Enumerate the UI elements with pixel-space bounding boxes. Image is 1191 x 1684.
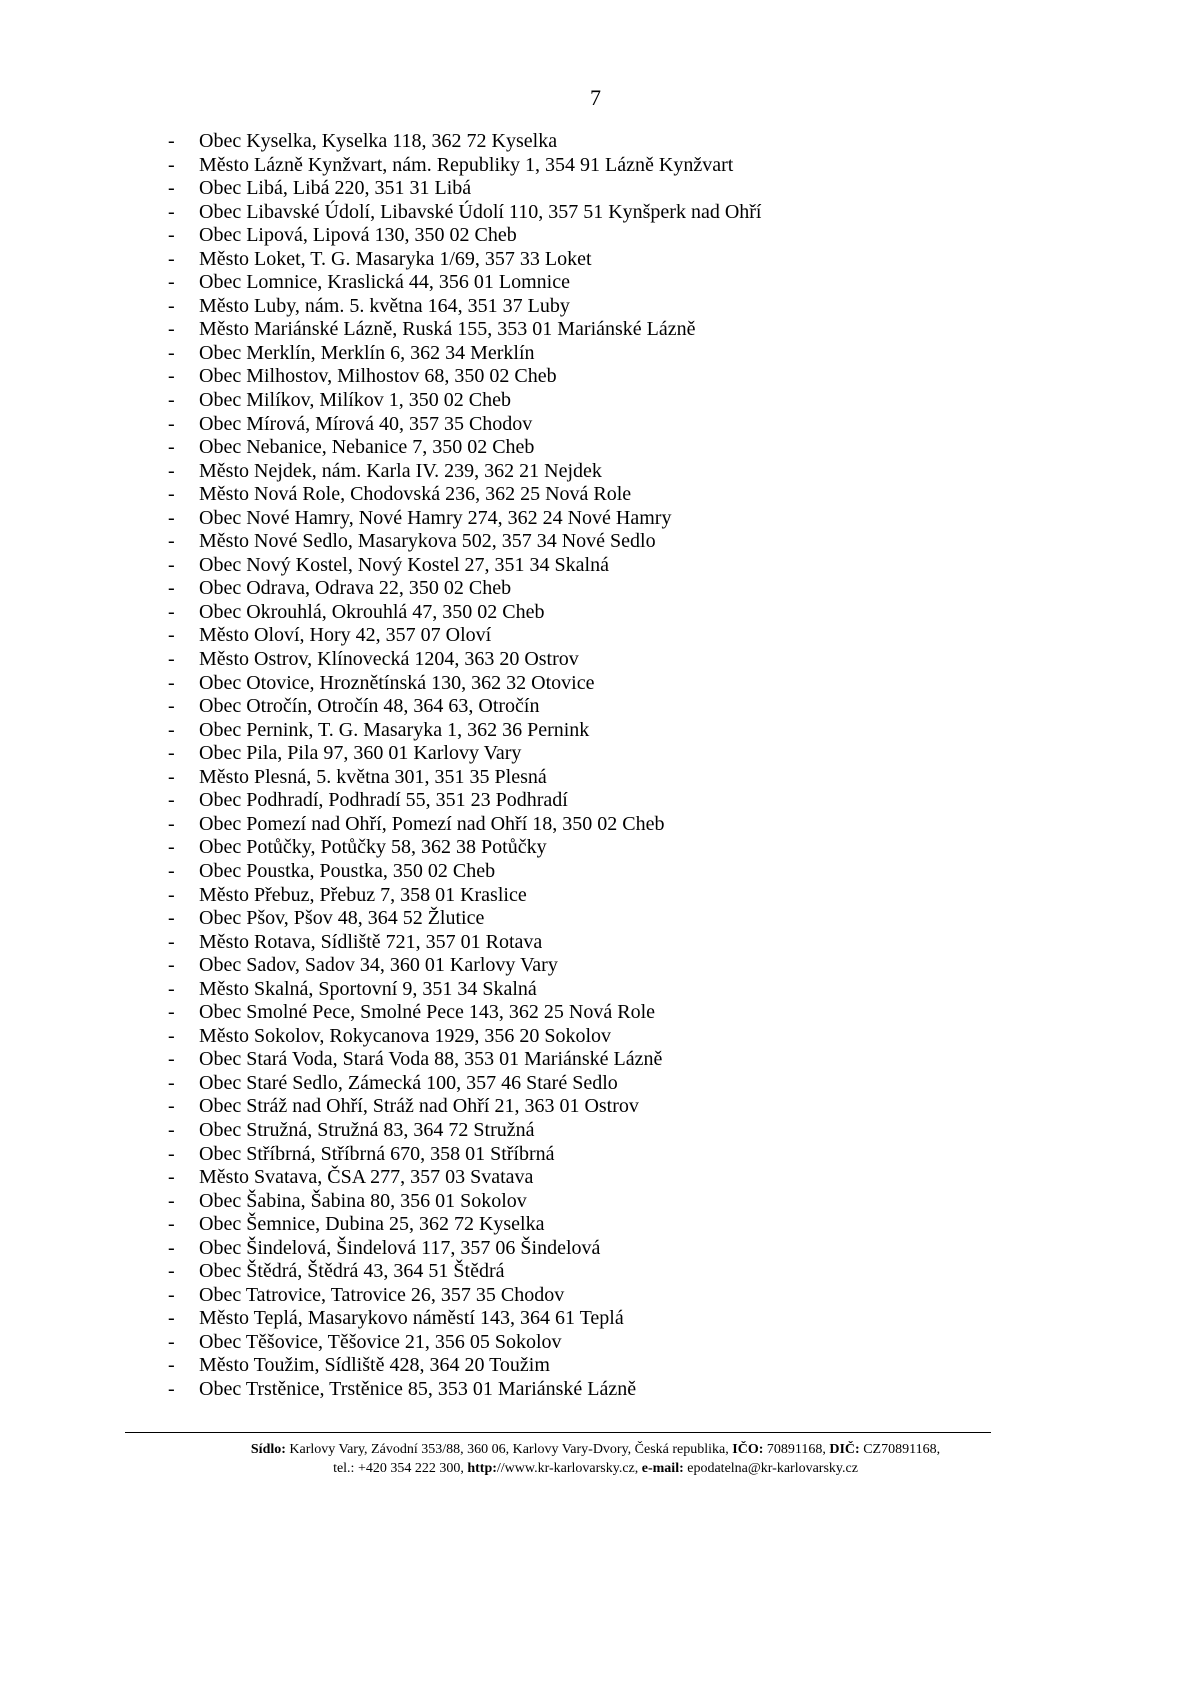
list-item-text: Obec Sadov, Sadov 34, 360 01 Karlovy Vary <box>199 954 558 977</box>
list-bullet: - <box>168 389 175 412</box>
list-item-text: Obec Stříbrná, Stříbrná 670, 358 01 Stříbrná <box>199 1142 555 1165</box>
list-bullet: - <box>168 930 175 953</box>
list-bullet: - <box>168 742 175 765</box>
list-item <box>160 1378 1060 1402</box>
list-bullet: - <box>168 624 175 647</box>
list-bullet: - <box>168 883 175 906</box>
list-bullet: - <box>168 341 175 364</box>
list-item-text: Město Teplá, Masarykovo náměstí 143, 364 61 Teplá <box>199 1307 624 1330</box>
list-item-text: Obec Merklín, Merklín 6, 362 34 Merklín <box>199 341 535 364</box>
list-item <box>160 271 1060 295</box>
list-item <box>160 1190 1060 1214</box>
list-item <box>160 648 1060 672</box>
footer-divider <box>125 1432 991 1433</box>
list-item-text: Obec Těšovice, Těšovice 21, 356 05 Sokolov <box>199 1330 562 1353</box>
list-item <box>160 365 1060 389</box>
list-item <box>160 154 1060 178</box>
list-item-text: Město Rotava, Sídliště 721, 357 01 Rotava <box>199 930 543 953</box>
list-item <box>160 1072 1060 1096</box>
list-item-text: Obec Milhostov, Milhostov 68, 350 02 Cheb <box>199 365 557 388</box>
list-item <box>160 1048 1060 1072</box>
list-item <box>160 1001 1060 1025</box>
list-bullet: - <box>168 318 175 341</box>
list-bullet: - <box>168 153 175 176</box>
list-bullet: - <box>168 1095 175 1118</box>
list-item-text: Obec Pernink, T. G. Masaryka 1, 362 36 Pernink <box>199 718 590 741</box>
list-item <box>160 483 1060 507</box>
list-bullet: - <box>168 954 175 977</box>
list-item-text: Obec Stará Voda, Stará Voda 88, 353 01 Mariánské Lázně <box>199 1048 663 1071</box>
list-item-text: Město Nejdek, nám. Karla IV. 239, 362 21 Nejdek <box>199 459 602 482</box>
list-bullet: - <box>168 1048 175 1071</box>
list-item-text: Obec Smolné Pece, Smolné Pece 143, 362 25 Nová Role <box>199 1001 656 1024</box>
dic-value: CZ70891168, <box>859 1442 941 1457</box>
list-item <box>160 1284 1060 1308</box>
list-item <box>160 789 1060 813</box>
list-item-text: Město Nové Sedlo, Masarykova 502, 357 34 Nové Sedlo <box>199 530 656 553</box>
list-item <box>160 813 1060 837</box>
list-item-text: Město Lázně Kynžvart, nám. Republiky 1, 354 91 Lázně Kynžvart <box>199 153 734 176</box>
list-item <box>160 530 1060 554</box>
list-item <box>160 413 1060 437</box>
footer <box>0 1440 1191 1478</box>
list-bullet: - <box>168 506 175 529</box>
list-item-text: Obec Pila, Pila 97, 360 01 Karlovy Vary <box>199 742 522 765</box>
list-item-text: Obec Lipová, Lipová 130, 350 02 Cheb <box>199 224 517 247</box>
list-item <box>160 624 1060 648</box>
list-item <box>160 1307 1060 1331</box>
list-item <box>160 295 1060 319</box>
list-bullet: - <box>168 1260 175 1283</box>
list-item <box>160 954 1060 978</box>
list-item <box>160 436 1060 460</box>
list-item-text: Město Nová Role, Chodovská 236, 362 25 Nová Role <box>199 483 632 506</box>
list-bullet: - <box>168 1213 175 1236</box>
list-item-text: Obec Nový Kostel, Nový Kostel 27, 351 34 Skalná <box>199 553 609 576</box>
list-bullet: - <box>168 1236 175 1259</box>
list-item <box>160 978 1060 1002</box>
ico-label: IČO: <box>732 1442 764 1457</box>
list-item-text: Obec Pomezí nad Ohří, Pomezí nad Ohří 18, 350 02 Cheb <box>199 812 665 835</box>
list-bullet: - <box>168 271 175 294</box>
list-bullet: - <box>168 789 175 812</box>
list-item-text: Město Luby, nám. 5. května 164, 351 37 Luby <box>199 294 570 317</box>
list-bullet: - <box>168 648 175 671</box>
dic-label: DIČ: <box>829 1442 860 1457</box>
list-item <box>160 742 1060 766</box>
list-item-text: Město Mariánské Lázně, Ruská 155, 353 01 Mariánské Lázně <box>199 318 696 341</box>
list-item-text: Město Loket, T. G. Masaryka 1/69, 357 33 Loket <box>199 247 592 270</box>
list-item-text: Obec Nové Hamry, Nové Hamry 274, 362 24 Nové Hamry <box>199 506 672 529</box>
list-bullet: - <box>168 1307 175 1330</box>
list-item-text: Obec Šabina, Šabina 80, 356 01 Sokolov <box>199 1189 527 1212</box>
web-value: //www.kr-karlovarsky.cz, <box>496 1461 642 1476</box>
list-bullet: - <box>168 130 175 152</box>
list-bullet: - <box>168 247 175 270</box>
list-item-text: Obec Otročín, Otročín 48, 364 63, Otročín <box>199 695 540 718</box>
list-bullet: - <box>168 224 175 247</box>
list-bullet: - <box>168 530 175 553</box>
list-item <box>160 177 1060 201</box>
list-item-text: Obec Lomnice, Kraslická 44, 356 01 Lomnice <box>199 271 570 294</box>
list-bullet: - <box>168 553 175 576</box>
list-bullet: - <box>168 1071 175 1094</box>
list-item <box>160 460 1060 484</box>
list-item <box>160 1025 1060 1049</box>
list-bullet: - <box>168 765 175 788</box>
list-item <box>160 130 1060 154</box>
list-item <box>160 1260 1060 1284</box>
list-item-text: Obec Libá, Libá 220, 351 31 Libá <box>199 177 472 200</box>
list-item <box>160 884 1060 908</box>
list-item <box>160 389 1060 413</box>
list-item-text: Obec Potůčky, Potůčky 58, 362 38 Potůčky <box>199 836 547 859</box>
list-item <box>160 860 1060 884</box>
list-item-text: Obec Štědrá, Štědrá 43, 364 51 Štědrá <box>199 1260 505 1283</box>
list-bullet: - <box>168 977 175 1000</box>
list-item-text: Obec Šindelová, Šindelová 117, 357 06 Šindelová <box>199 1236 601 1259</box>
list-item <box>160 1331 1060 1355</box>
list-item-text: Obec Okrouhlá, Okrouhlá 47, 350 02 Cheb <box>199 600 545 623</box>
list-item <box>160 931 1060 955</box>
list-item <box>160 836 1060 860</box>
list-bullet: - <box>168 365 175 388</box>
list-item <box>160 1354 1060 1378</box>
web-label: http: <box>467 1461 497 1476</box>
email-label: e-mail: <box>641 1461 684 1476</box>
list-bullet: - <box>168 436 175 459</box>
list-item-text: Obec Stružná, Stružná 83, 364 72 Stružná <box>199 1118 535 1141</box>
list-item <box>160 318 1060 342</box>
list-bullet: - <box>168 600 175 623</box>
footer-line-address <box>0 1440 1191 1459</box>
list-item-text: Obec Pšov, Pšov 48, 364 52 Žlutice <box>199 907 485 930</box>
list-item-text: Obec Šemnice, Dubina 25, 362 72 Kyselka <box>199 1213 545 1236</box>
list-item-text: Obec Mírová, Mírová 40, 357 35 Chodov <box>199 412 533 435</box>
list-item-text: Obec Kyselka, Kyselka 118, 362 72 Kyselka <box>199 130 558 152</box>
list-bullet: - <box>168 671 175 694</box>
list-bullet: - <box>168 907 175 930</box>
list-item <box>160 1143 1060 1167</box>
list-item-text: Město Svatava, ČSA 277, 357 03 Svatava <box>199 1166 534 1189</box>
footer-line-contact <box>0 1459 1191 1478</box>
list-item <box>160 577 1060 601</box>
ico-value: 70891168, <box>763 1442 830 1457</box>
list-item <box>160 248 1060 272</box>
list-bullet: - <box>168 1001 175 1024</box>
list-item-text: Obec Podhradí, Podhradí 55, 351 23 Podhradí <box>199 789 568 812</box>
list-item-text: Obec Poustka, Poustka, 350 02 Cheb <box>199 859 496 882</box>
list-item-text: Město Přebuz, Přebuz 7, 358 01 Kraslice <box>199 883 527 906</box>
list-bullet: - <box>168 1189 175 1212</box>
list-item <box>160 766 1060 790</box>
list-item-text: Obec Nebanice, Nebanice 7, 350 02 Cheb <box>199 436 535 459</box>
list-bullet: - <box>168 294 175 317</box>
list-bullet: - <box>168 483 175 506</box>
list-item-text: Obec Libavské Údolí, Libavské Údolí 110, 357 51 Kynšperk nad Ohří <box>199 200 762 223</box>
list-item <box>160 1119 1060 1143</box>
list-item <box>160 695 1060 719</box>
list-item-text: Obec Otovice, Hroznětínská 130, 362 32 Otovice <box>199 671 595 694</box>
list-bullet: - <box>168 1024 175 1047</box>
list-item <box>160 1095 1060 1119</box>
page-number: 7 <box>590 85 601 110</box>
list-bullet: - <box>168 1330 175 1353</box>
list-item <box>160 1237 1060 1261</box>
list-item-text: Obec Tatrovice, Tatrovice 26, 357 35 Chodov <box>199 1283 565 1306</box>
list-item <box>160 719 1060 743</box>
list-bullet: - <box>168 1354 175 1377</box>
list-item-text: Město Toužim, Sídliště 428, 364 20 Toužim <box>199 1354 550 1377</box>
list-item <box>160 201 1060 225</box>
list-bullet: - <box>168 812 175 835</box>
list-bullet: - <box>168 1166 175 1189</box>
list-bullet: - <box>168 1142 175 1165</box>
seat-value: Karlovy Vary, Závodní 353/88, 360 06, Karlovy Vary-Dvory, Česká republika, <box>285 1442 733 1457</box>
list-item-text: Město Oloví, Hory 42, 357 07 Oloví <box>199 624 492 647</box>
list-item-text: Město Skalná, Sportovní 9, 351 34 Skalná <box>199 977 537 1000</box>
list-bullet: - <box>168 1118 175 1141</box>
list-item-text: Obec Trstěnice, Trstěnice 85, 353 01 Mariánské Lázně <box>199 1377 637 1400</box>
list-bullet: - <box>168 412 175 435</box>
list-item <box>160 224 1060 248</box>
list-item <box>160 601 1060 625</box>
list-bullet: - <box>168 200 175 223</box>
list-bullet: - <box>168 1377 175 1400</box>
list-item <box>160 1213 1060 1237</box>
list-item-text: Obec Staré Sedlo, Zámecká 100, 357 46 Staré Sedlo <box>199 1071 618 1094</box>
list-bullet: - <box>168 695 175 718</box>
list-bullet: - <box>168 1283 175 1306</box>
list-item-text: Obec Milíkov, Milíkov 1, 350 02 Cheb <box>199 389 512 412</box>
list-item-text: Obec Stráž nad Ohří, Stráž nad Ohří 21, 363 01 Ostrov <box>199 1095 639 1118</box>
list-item-text: Město Plesná, 5. května 301, 351 35 Plesná <box>199 765 547 788</box>
list-bullet: - <box>168 859 175 882</box>
list-bullet: - <box>168 718 175 741</box>
list-item <box>160 1166 1060 1190</box>
municipality-list <box>160 130 1060 1402</box>
list-bullet: - <box>168 836 175 859</box>
email-value: epodatelna@kr-karlovarsky.cz <box>683 1461 858 1476</box>
list-item <box>160 672 1060 696</box>
phone-value: tel.: +420 354 222 300, <box>333 1461 468 1476</box>
list-bullet: - <box>168 177 175 200</box>
list-item-text: Město Ostrov, Klínovecká 1204, 363 20 Ostrov <box>199 648 579 671</box>
seat-label: Sídlo: <box>250 1442 286 1457</box>
list-item <box>160 342 1060 366</box>
list-item <box>160 554 1060 578</box>
list-bullet: - <box>168 577 175 600</box>
list-item-text: Město Sokolov, Rokycanova 1929, 356 20 Sokolov <box>199 1024 612 1047</box>
list-item <box>160 507 1060 531</box>
list-item <box>160 907 1060 931</box>
list-bullet: - <box>168 459 175 482</box>
list-item-text: Obec Odrava, Odrava 22, 350 02 Cheb <box>199 577 512 600</box>
